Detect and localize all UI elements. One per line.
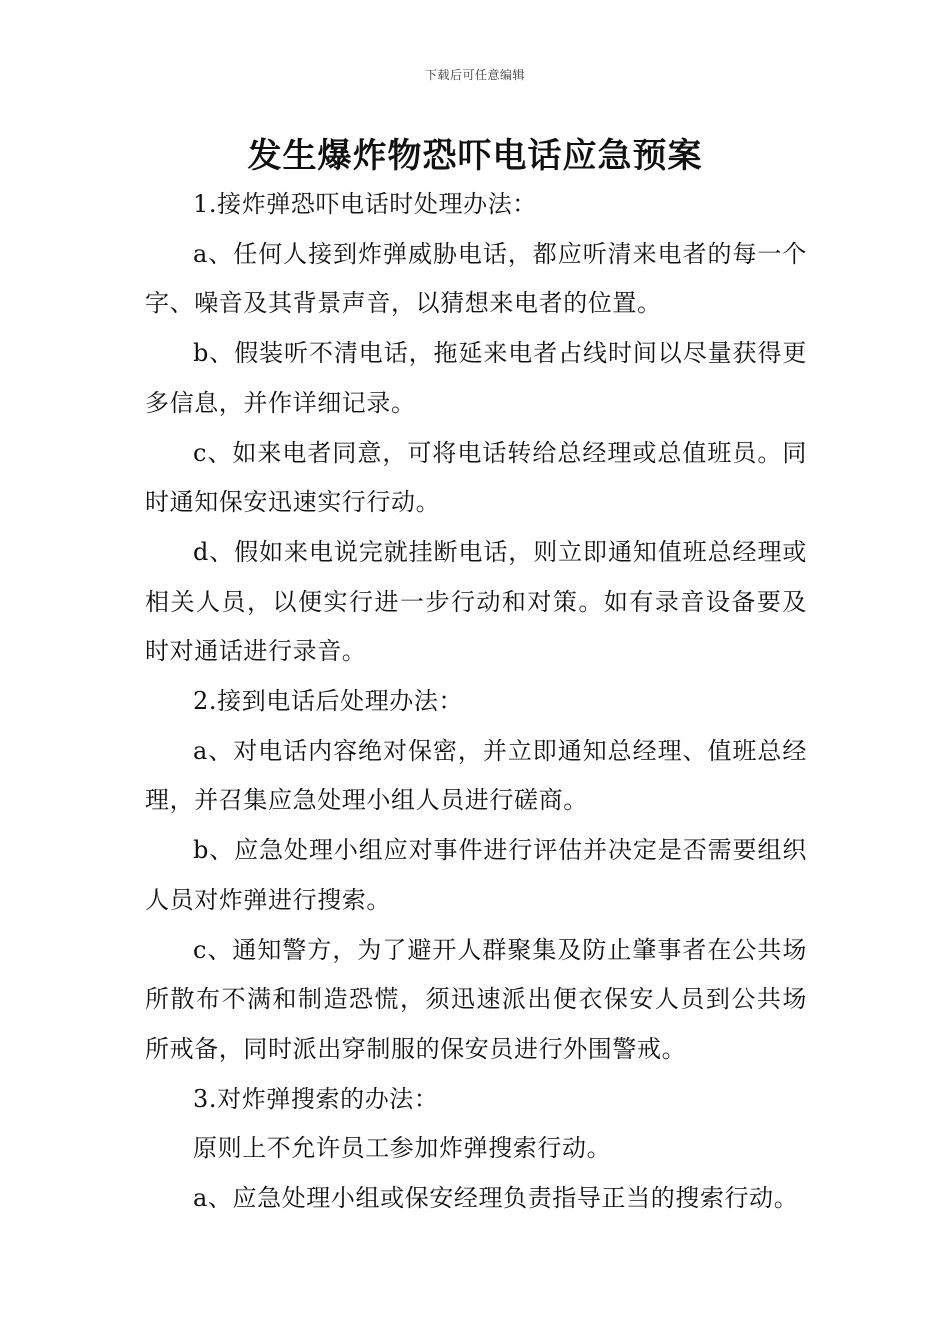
paragraph: a、对电话内容绝对保密，并立即通知总经理、值班总经理，并召集应急处理小组人员进行磋商。 — [145, 736, 807, 815]
paragraph: c、如来电者同意，可将电话转给总经理或总值班员。同时通知保安迅速实行行动。 — [145, 438, 807, 517]
section-heading-2: 2.接到电话后处理办法： — [193, 687, 464, 716]
document-title: 发生爆炸物恐吓电话应急预案 — [247, 136, 703, 176]
paragraph: b、应急处理小组应对事件进行评估并决定是否需要组织人员对炸弹进行搜索。 — [145, 836, 807, 914]
paragraph: 原则上不允许员工参加炸弹搜索行动。 — [193, 1134, 612, 1163]
section-heading-1: 1.接炸弹恐吓电话时处理办法： — [193, 190, 537, 218]
paragraph: b、假装听不清电话，拖延来电者占线时间以尽量获得更多信息，并作详细记录。 — [145, 339, 807, 417]
paragraph: a、任何人接到炸弹威胁电话，都应听清来电者的每一个字、噪音及其背景声音，以猜想来电者的位置。 — [145, 239, 807, 318]
document-body — [145, 180, 807, 1224]
paragraph: a、应急处理小组或保安经理负责指导正当的搜索行动。 — [193, 1184, 799, 1213]
section-heading-3: 3.对炸弹搜索的办法： — [193, 1084, 439, 1113]
header-note: 下载后可任意编辑 — [424, 68, 525, 82]
paragraph: c、通知警方，为了避开人群聚集及防止肇事者在公共场所散布不满和制造恐慌，须迅速派出便衣保安人员到公共场所戒备，同时派出穿制服的保安员进行外围警戒。 — [145, 935, 807, 1063]
paragraph: d、假如来电说完就挂断电话，则立即通知值班总经理或相关人员，以便实行进一步行动和对策。如有录音设备要及时对通话进行录音。 — [145, 537, 807, 666]
